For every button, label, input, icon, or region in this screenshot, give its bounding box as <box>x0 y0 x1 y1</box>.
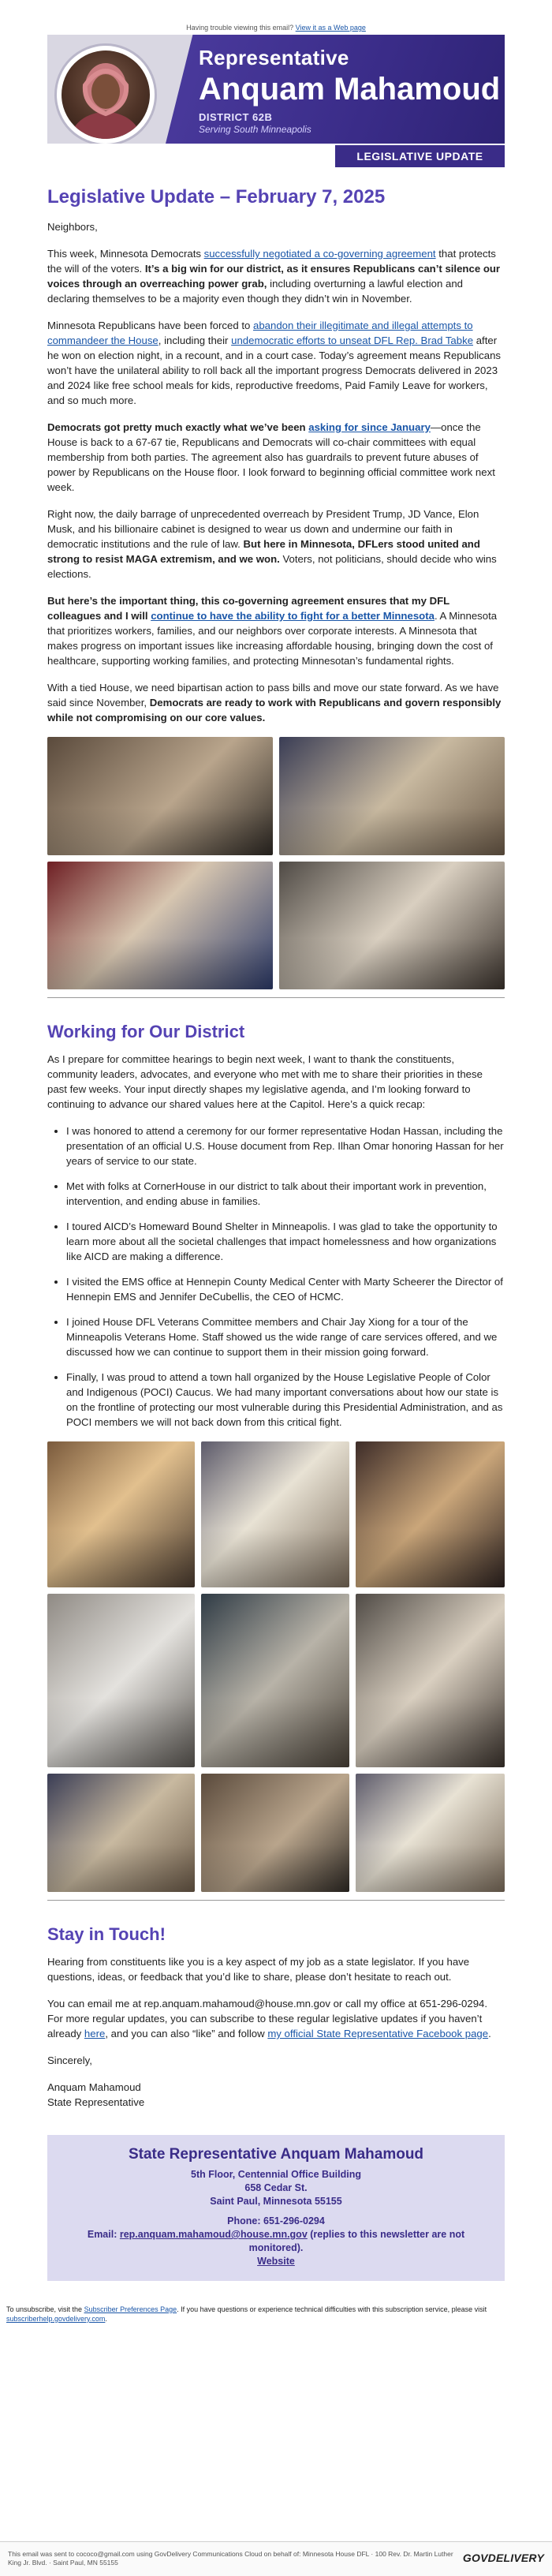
p2-text-c: after he won on election night, in a recount, and in a court case. Today’s agreement means Republicans won’t have the unilateral ability to roll back all the important progress Democrats delivered in 2023 and 2024 like free school meals for kids, reproductive freedoms, Paid Family Leave for workers, and so much more. <box>47 335 501 406</box>
footer-email-label: Email: <box>87 2229 120 2240</box>
unsubscribe-note <box>0 2281 552 2324</box>
facebook-page-link[interactable]: my official State Representative Facebook page <box>267 2028 489 2039</box>
photo-group-flags-2 <box>201 1594 349 1767</box>
stay-p2-text-a: You can email me at rep.anquam.mahamoud@house.mn.gov or call my office at 651-296-0294. For more regular updates, you can subscribe to these regular legislative updates if you haven’t already <box>47 1998 488 2039</box>
paragraph-3 <box>47 420 505 495</box>
signature-name: Anquam Mahamoud <box>47 2081 141 2093</box>
co-governing-agreement-link[interactable]: successfully negotiated a co-governing agreement <box>203 248 436 260</box>
paragraph-2 <box>47 318 505 408</box>
footer-gap <box>63 2208 489 2215</box>
stay-heading: Stay in Touch! <box>47 1924 166 1944</box>
p5-text-c: . A Minnesota that prioritizes workers, families, and our neighbors over corporate interests. A Minnesota that makes progress on important issues like increasing affordable housing, bringing down the cost of healthcare, supporting working families, and protecting Minnesotan’s fundamental rights. <box>47 610 498 667</box>
p4-bold: But here in Minnesota, DFLers stood united and strong to resist MAGA extremism, and we won. <box>47 538 480 565</box>
footer-address-2: 658 Cedar St. <box>244 2182 308 2193</box>
footer-email-line <box>63 2228 489 2255</box>
unsub-text-b: . If you have questions or experience technical difficulties with this subscription service, please visit <box>177 2305 487 2313</box>
photo-indoor-group <box>47 1774 195 1892</box>
bottom-bar-text: This email was sent to cococo@gmail.com using GovDelivery Communications Cloud on behalf of: Minnesota House DFL · 100 Rev. Dr. Martin Luther King Jr. Blvd. · Saint Paul, MN 55155 <box>8 2550 453 2567</box>
divider <box>47 997 505 998</box>
photo-three-legislators <box>47 862 273 989</box>
photo-staff-group <box>356 1774 505 1892</box>
p1-text-c: including overturning a lawful election and declaring themselves to be a majority even though they didn’t win in November. <box>47 278 463 305</box>
signature-title: State Representative <box>47 2096 145 2108</box>
photo-ceremony <box>201 1441 349 1587</box>
photo-homeward-bound <box>47 1441 195 1587</box>
p4-text-c: Voters, not politicians, should decide who wins elections. <box>47 553 497 580</box>
photo-hallway-group <box>47 1594 195 1767</box>
top-note-text: Having trouble viewing this email? <box>186 24 294 32</box>
stay-paragraph-2 <box>47 1996 505 2041</box>
legislative-update-tag: LEGISLATIVE UPDATE <box>335 145 505 167</box>
stay-paragraph-1: Hearing from constituents like you is a key aspect of my job as a state legislator. If you have questions, ideas, or feedback that you’d like to share, please don’t hesitate to reach out. <box>47 1956 470 1983</box>
list-item: • I joined House DFL Veterans Committee members and Chair Jay Xiong for a tour of the Minneapolis Veterans Home. Staff showed us the wide range of care services offered, and we discussed how we can continue to support them in their mission going forward. <box>66 1314 505 1359</box>
divider <box>47 1900 505 1901</box>
bottom-bar <box>0 2541 552 2576</box>
p4-text-a: Right now, the daily barrage of unprecedented overreach by President Trump, JD Vance, Elon Musk, and his billionaire cabinet is designed to wear us down and undermine our faith in democratic institutions and the rule of law. <box>47 508 479 550</box>
footer-website <box>63 2255 489 2268</box>
stay-p2-text-c: . <box>488 2028 491 2039</box>
footer-name: State Representative Anquam Mahamoud <box>128 2146 424 2163</box>
district-heading: Working for Our District <box>47 1022 245 1041</box>
paragraph-1 <box>47 246 505 306</box>
list-item: • Finally, I was proud to attend a town hall organized by the House Legislative People of Color and Indigenous (POCI) Caucus. We had many important conversations about how our state is on the frontline of protecting our most vulnerable during this Presidential Administration, and as POCI members we will not back down from this critical fight. <box>66 1370 505 1430</box>
list-item: • Met with folks at CornerHouse in our district to talk about their important work in prevention, intervention, and ending abuse in families. <box>66 1179 505 1209</box>
p5-bold: But here’s the important thing, this co-governing agreement ensures that my DFL colleagues and I will <box>47 595 449 622</box>
footer-address-3: Saint Paul, Minnesota 55155 <box>210 2196 342 2207</box>
subscribe-here-link[interactable]: here <box>84 2028 106 2039</box>
contact-footer <box>47 2135 505 2281</box>
header-title-name: Anquam Mahamoud <box>199 72 501 107</box>
photo-large-group <box>279 862 505 989</box>
paragraph-6 <box>47 680 505 725</box>
unsub-text-a: To unsubscribe, visit the <box>6 2305 84 2313</box>
photo-podium <box>47 737 273 855</box>
p1-bold: It’s a big win for our district, as it ensures Republicans can’t silence our voices through an overreaching power grab, <box>47 263 501 290</box>
header-title-representative: Representative <box>199 46 349 69</box>
p1-text-b: that protects the will of the voters. <box>47 248 496 275</box>
footer-address-1: 5th Floor, Centennial Office Building <box>191 2169 361 2180</box>
email-body <box>47 35 505 2281</box>
p6-text-a: With a tied House, we need bipartisan action to pass bills and move our state forward. As we have said since November, <box>47 682 499 708</box>
representative-portrait <box>62 50 150 139</box>
stay-p2-text-b: , and you can also “like” and follow <box>105 2028 268 2039</box>
p2-text-a: Minnesota Republicans have been forced to <box>47 320 253 331</box>
district-intro: As I prepare for committee hearings to begin next week, I want to thank the constituents, community leaders, advocates, and everyone who met with me to share their priorities in these past few weeks. Your input directly shapes my legislative agenda, and I’m looking forward to continuing to advance our shared values here at the Capitol. Here’s a quick recap: <box>47 1053 483 1110</box>
portrait-icon <box>62 50 150 139</box>
footer-phone: Phone: 651-296-0294 <box>227 2215 325 2226</box>
header-district: DISTRICT 62B <box>199 111 273 123</box>
greeting: Neighbors, <box>47 221 98 233</box>
recap-list <box>47 1123 505 1430</box>
header-serving: Serving South Minneapolis <box>199 124 311 135</box>
paragraph-5 <box>47 593 505 668</box>
asking-since-january-link[interactable]: asking for since January <box>308 421 431 433</box>
p1-text-a: This week, Minnesota Democrats <box>47 248 204 260</box>
govdelivery-logo: GOVDELIVERY <box>462 2552 544 2564</box>
photo-grid-district <box>47 1441 505 1892</box>
better-minnesota-link[interactable]: continue to have the ability to fight for a better Minnesota <box>151 610 435 622</box>
update-title: Legislative Update – February 7, 2025 <box>47 186 386 208</box>
photo-veterans-home <box>356 1594 505 1767</box>
unseat-tabke-link[interactable]: undemocratic efforts to unseat DFL Rep. Brad Tabke <box>231 335 474 346</box>
photo-town-hall <box>201 1774 349 1892</box>
abandon-attempts-link[interactable]: abandon their illegitimate and illegal attempts to commandeer the House <box>47 320 473 346</box>
list-item: • I toured AICD’s Homeward Bound Shelter in Minneapolis. I was glad to take the opportunity to learn more about all the societal challenges that impact homelessness and how organizations like AICD are making a difference. <box>66 1219 505 1264</box>
top-note <box>0 0 552 35</box>
footer-email-note: (replies to this newsletter are not monitored). <box>248 2229 465 2253</box>
p6-bold: Democrats are ready to work with Republicans and govern responsibly while not compromising on our core values. <box>47 697 502 723</box>
signature <box>47 2080 505 2110</box>
footer-email-link[interactable]: rep.anquam.mahamoud@house.mn.gov <box>119 2229 308 2240</box>
subscriber-help-link[interactable]: subscriberhelp.govdelivery.com <box>6 2315 106 2323</box>
photo-grid-capitol <box>47 737 505 989</box>
photo-group-flags <box>279 737 505 855</box>
list-item: • I was honored to attend a ceremony for our former representative Hodan Hassan, including the presentation of an official U.S. House document from Rep. Ilhan Omar honoring Hassan for her years of service to our state. <box>66 1123 505 1168</box>
p2-text-b: , including their <box>158 335 232 346</box>
website-link[interactable]: Website <box>257 2256 295 2267</box>
view-web-page-link[interactable]: View it as a Web page <box>295 24 366 32</box>
header-text <box>199 46 500 135</box>
subscriber-preferences-link[interactable]: Subscriber Preferences Page <box>84 2305 177 2313</box>
signoff: Sincerely, <box>47 2054 92 2066</box>
header-banner <box>47 35 505 169</box>
photo-two-women <box>356 1441 505 1587</box>
paragraph-4 <box>47 507 505 581</box>
unsub-text-c: . <box>105 2315 107 2323</box>
p3-text-c: —once the House is back to a 67-67 tie, Republicans and Democrats will co-chair committees with equal membership from both parties. The agreement also has guardrails to prevent future abuses of power by Republicans on the House floor. I look forward to beginning official committee work next week. <box>47 421 495 493</box>
p3-bold: Democrats got pretty much exactly what we’ve been <box>47 421 309 433</box>
list-item: • I visited the EMS office at Hennepin County Medical Center with Marty Scheerer the Director of Hennepin EMS and Jennifer DeCubellis, the CEO of HCMC. <box>66 1274 505 1304</box>
